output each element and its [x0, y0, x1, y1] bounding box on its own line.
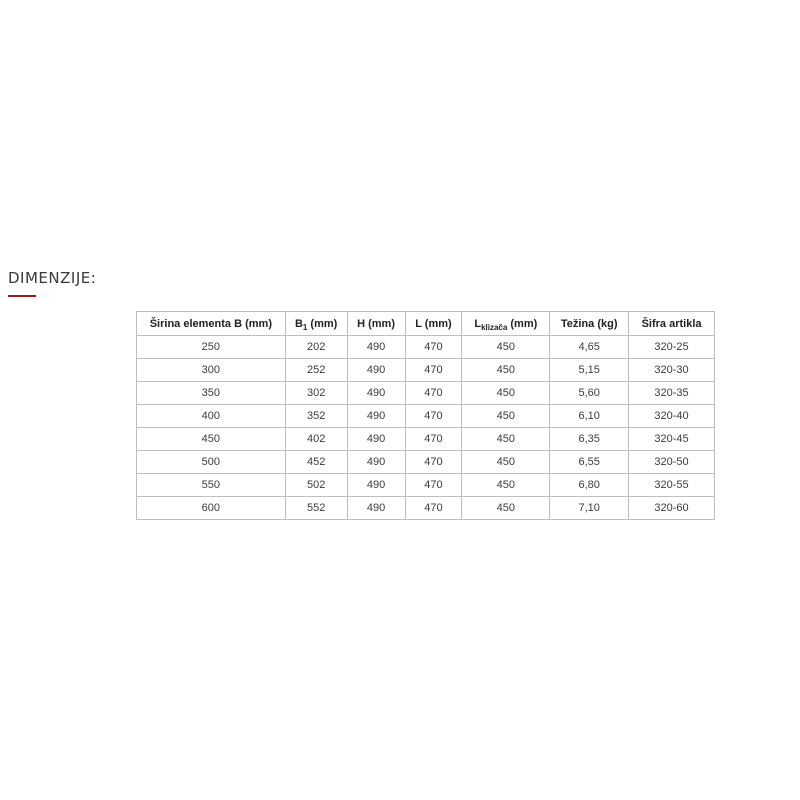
table-cell: 490 [347, 497, 405, 520]
table-cell: 6,35 [550, 428, 629, 451]
table-row [137, 474, 715, 497]
table-cell: 300 [137, 359, 286, 382]
table-cell: 450 [462, 428, 550, 451]
table-header-row [137, 312, 715, 336]
table-cell: 352 [285, 405, 347, 428]
title-underline [8, 295, 36, 297]
table-cell: 490 [347, 382, 405, 405]
table-cell: 320-45 [629, 428, 715, 451]
header-h: H (mm) [347, 312, 405, 336]
table-cell: 600 [137, 497, 286, 520]
table-cell: 470 [405, 359, 462, 382]
table-cell: 470 [405, 405, 462, 428]
table-cell: 450 [137, 428, 286, 451]
table-row [137, 359, 715, 382]
table-row [137, 405, 715, 428]
table-cell: 252 [285, 359, 347, 382]
table-cell: 450 [462, 336, 550, 359]
table-cell: 400 [137, 405, 286, 428]
table-cell: 320-35 [629, 382, 715, 405]
header-l-klizaca: $L_{klizača}$ (mm) [462, 312, 550, 336]
table-cell: 402 [285, 428, 347, 451]
table-cell: 320-40 [629, 405, 715, 428]
table-cell: 502 [285, 474, 347, 497]
table-cell: 450 [462, 451, 550, 474]
header-tezina: Težina (kg) [550, 312, 629, 336]
table-cell: 470 [405, 428, 462, 451]
table-cell: 5,15 [550, 359, 629, 382]
table-cell: 250 [137, 336, 286, 359]
table-body [137, 336, 715, 520]
table-cell: 470 [405, 497, 462, 520]
table-cell: 320-30 [629, 359, 715, 382]
table-cell: 470 [405, 382, 462, 405]
table-cell: 490 [347, 405, 405, 428]
table-cell: 202 [285, 336, 347, 359]
table-cell: 550 [137, 474, 286, 497]
table-cell: 320-55 [629, 474, 715, 497]
table-row [137, 428, 715, 451]
table-cell: 470 [405, 336, 462, 359]
section-title: DIMENZIJE: [8, 269, 97, 287]
table-row [137, 336, 715, 359]
table-cell: 6,55 [550, 451, 629, 474]
table-cell: 320-50 [629, 451, 715, 474]
table-row [137, 382, 715, 405]
dimensions-table [136, 311, 715, 520]
table-cell: 500 [137, 451, 286, 474]
table-cell: 470 [405, 451, 462, 474]
header-b1: $B_1$ (mm) [285, 312, 347, 336]
table-cell: 450 [462, 359, 550, 382]
table-cell: 552 [285, 497, 347, 520]
table-cell: 452 [285, 451, 347, 474]
table-cell: 450 [462, 405, 550, 428]
table-cell: 6,80 [550, 474, 629, 497]
table-row [137, 451, 715, 474]
table-cell: 7,10 [550, 497, 629, 520]
table-cell: 490 [347, 336, 405, 359]
table-cell: 5,60 [550, 382, 629, 405]
table-cell: 490 [347, 451, 405, 474]
table-cell: 6,10 [550, 405, 629, 428]
table-cell: 490 [347, 428, 405, 451]
table-cell: 490 [347, 359, 405, 382]
header-sirina-elementa: Širina elementa B (mm) [137, 312, 286, 336]
table-cell: 350 [137, 382, 286, 405]
table-cell: 302 [285, 382, 347, 405]
table-cell: 320-60 [629, 497, 715, 520]
header-l: L (mm) [405, 312, 462, 336]
table-cell: 320-25 [629, 336, 715, 359]
table-cell: 450 [462, 382, 550, 405]
table-cell: 4,65 [550, 336, 629, 359]
table-cell: 470 [405, 474, 462, 497]
table-cell: 450 [462, 497, 550, 520]
table-cell: 450 [462, 474, 550, 497]
table-cell: 490 [347, 474, 405, 497]
header-sifra-artikla: Šifra artikla [629, 312, 715, 336]
table-row [137, 497, 715, 520]
